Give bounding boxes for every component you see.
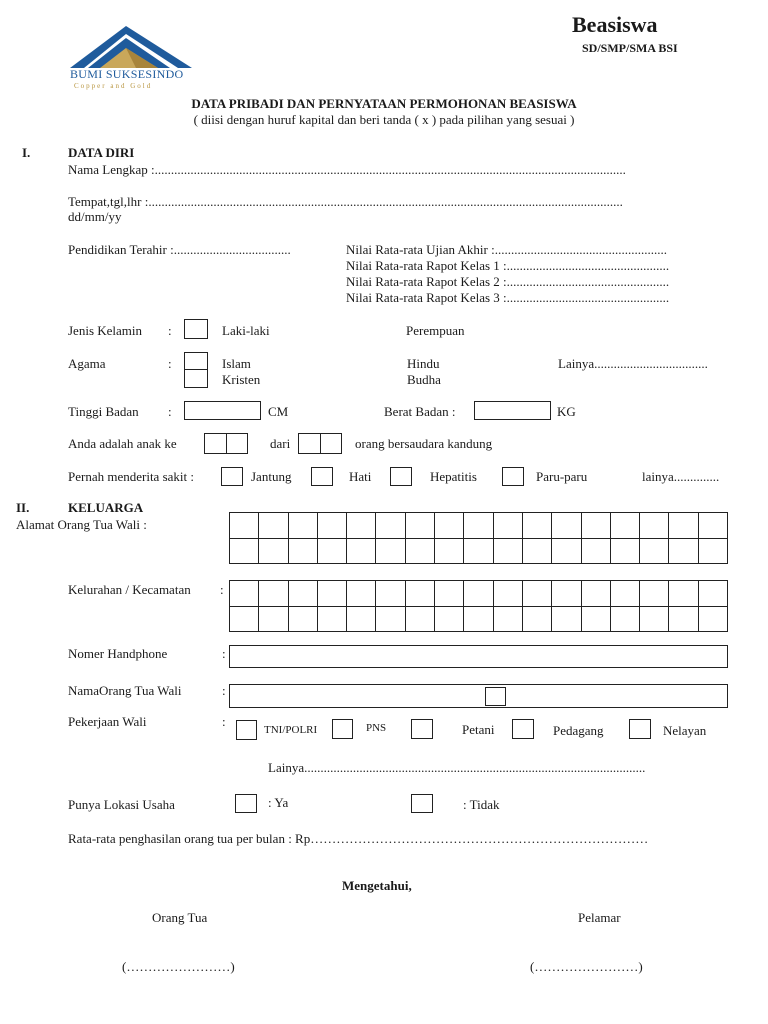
char-cell[interactable] <box>494 513 523 539</box>
nama-wali-input[interactable] <box>229 684 728 708</box>
kelurahan-colon: : <box>220 582 224 597</box>
char-cell[interactable] <box>318 513 347 539</box>
islam-label: Islam <box>222 356 251 371</box>
anak-ke-input[interactable] <box>204 433 248 454</box>
company-tagline: Copper and Gold <box>74 82 153 90</box>
nama-wali-label: NamaOrang Tua Wali <box>68 683 182 698</box>
char-cell[interactable] <box>347 513 376 539</box>
pedagang-label: Pedagang <box>553 723 604 738</box>
char-cell[interactable] <box>376 581 405 607</box>
char-cell[interactable] <box>611 581 640 607</box>
document-subtitle: SD/SMP/SMA BSI <box>582 41 678 55</box>
section1-number: I. <box>22 145 31 160</box>
digit-cell[interactable] <box>227 434 249 454</box>
nama-wali-colon: : <box>222 683 226 698</box>
laki-laki-label: Laki-laki <box>222 323 270 338</box>
tinggi-badan-input[interactable] <box>184 401 261 420</box>
char-cell[interactable] <box>611 539 640 565</box>
char-cell[interactable] <box>523 607 552 633</box>
section2-number: II. <box>16 500 30 515</box>
tempat-tgl-lhr-field[interactable]: Tempat,tgl,lhr :.................................................................................................................................................. <box>68 194 623 209</box>
kelurahan-grid[interactable] <box>229 580 728 632</box>
sakit-label: Pernah menderita sakit : <box>68 469 194 484</box>
char-cell[interactable] <box>347 539 376 565</box>
char-cell[interactable] <box>406 539 435 565</box>
pelamar-signature-line[interactable]: (……………………) <box>530 959 643 974</box>
char-cell[interactable] <box>259 513 288 539</box>
hepatitis-checkbox[interactable] <box>390 467 412 486</box>
laki-laki-checkbox[interactable] <box>184 319 208 339</box>
char-cell[interactable] <box>523 539 552 565</box>
char-cell[interactable] <box>406 513 435 539</box>
char-cell[interactable] <box>347 607 376 633</box>
section2-title: KELUARGA <box>68 500 144 515</box>
char-cell[interactable] <box>435 539 464 565</box>
char-cell[interactable] <box>669 513 698 539</box>
company-logo <box>66 24 196 94</box>
anak-ke-label: Anda adalah anak ke <box>68 436 177 451</box>
digit-cell[interactable] <box>321 434 343 454</box>
islam-checkbox[interactable] <box>184 352 208 370</box>
char-cell[interactable] <box>435 513 464 539</box>
jumlah-saudara-input[interactable] <box>298 433 342 454</box>
char-cell[interactable] <box>464 513 493 539</box>
nilai-rapot2-field[interactable]: Nilai Rata-rata Rapot Kelas 2 :.................................................. <box>346 274 670 289</box>
char-cell[interactable] <box>552 539 581 565</box>
char-cell[interactable] <box>669 607 698 633</box>
orang-tua-label: Orang Tua <box>152 910 208 925</box>
nama-lengkap-field[interactable]: Nama Lengkap :................................................................................................................................................. <box>68 162 626 177</box>
char-cell[interactable] <box>640 513 669 539</box>
char-cell[interactable] <box>699 607 728 633</box>
nelayan-checkbox[interactable] <box>629 719 651 739</box>
char-cell[interactable] <box>494 581 523 607</box>
char-cell[interactable] <box>435 581 464 607</box>
agama-colon: : <box>168 356 172 371</box>
hati-checkbox[interactable] <box>311 467 333 486</box>
tni-polri-label: TNI/POLRI <box>264 724 318 736</box>
char-cell[interactable] <box>494 607 523 633</box>
mengetahui-label: Mengetahui, <box>342 878 412 893</box>
budha-label: Budha <box>407 372 441 387</box>
penghasilan-field[interactable]: Rata-rata penghasilan orang tua per bulan : Rp…………………………………………………………………… <box>68 831 649 846</box>
berat-badan-input[interactable] <box>474 401 551 420</box>
char-cell[interactable] <box>611 513 640 539</box>
char-cell[interactable] <box>289 607 318 633</box>
nelayan-label: Nelayan <box>663 723 707 738</box>
char-cell[interactable] <box>640 539 669 565</box>
char-cell[interactable] <box>582 607 611 633</box>
char-cell[interactable] <box>582 581 611 607</box>
char-cell[interactable] <box>376 513 405 539</box>
lainya-pekerjaan-field[interactable]: Lainya......................................................................................................... <box>268 760 646 775</box>
form-heading: DATA PRIBADI DAN PERNYATAAN PERMOHONAN BEASISWA <box>191 96 577 111</box>
char-cell[interactable] <box>699 581 728 607</box>
char-cell[interactable] <box>289 513 318 539</box>
char-cell[interactable] <box>406 607 435 633</box>
char-cell[interactable] <box>435 607 464 633</box>
char-cell[interactable] <box>464 607 493 633</box>
char-cell[interactable] <box>582 513 611 539</box>
hepatitis-label: Hepatitis <box>430 469 477 484</box>
form-instruction: ( diisi dengan huruf kapital dan beri tanda ( x ) pada pilihan yang sesuai ) <box>193 112 575 127</box>
lokasi-usaha-label: Punya Lokasi Usaha <box>68 797 175 812</box>
char-cell[interactable] <box>259 539 288 565</box>
pns-checkbox[interactable] <box>332 719 353 739</box>
handphone-label: Nomer Handphone <box>68 646 168 661</box>
char-cell[interactable] <box>552 513 581 539</box>
kg-unit: KG <box>557 404 576 419</box>
char-cell[interactable] <box>464 581 493 607</box>
petani-label: Petani <box>462 722 495 737</box>
char-cell[interactable] <box>669 539 698 565</box>
char-cell[interactable] <box>552 581 581 607</box>
char-cell[interactable] <box>230 607 259 633</box>
tidak-checkbox[interactable] <box>411 794 433 813</box>
tinggi-badan-label: Tinggi Badan <box>68 404 139 419</box>
nama-wali-checkbox[interactable] <box>485 687 506 706</box>
char-cell[interactable] <box>699 539 728 565</box>
char-cell[interactable] <box>640 581 669 607</box>
hati-label: Hati <box>349 469 372 484</box>
pelamar-label: Pelamar <box>578 910 621 925</box>
orang-tua-signature-line[interactable]: (……………………) <box>122 959 235 974</box>
char-cell[interactable] <box>699 513 728 539</box>
jantung-checkbox[interactable] <box>221 467 243 486</box>
handphone-colon: : <box>222 646 226 661</box>
nilai-ujian-field[interactable]: Nilai Rata-rata Ujian Akhir :..................................................... <box>346 242 667 257</box>
char-cell[interactable] <box>523 513 552 539</box>
handphone-input[interactable] <box>229 645 728 668</box>
berat-badan-label: Berat Badan : <box>384 404 456 419</box>
hindu-label: Hindu <box>407 356 440 371</box>
petani-checkbox[interactable] <box>411 719 433 739</box>
char-cell[interactable] <box>289 539 318 565</box>
digit-cell[interactable] <box>205 434 227 454</box>
kristen-label: Kristen <box>222 372 261 387</box>
char-cell[interactable] <box>640 607 669 633</box>
jenis-kelamin-colon: : <box>168 323 172 338</box>
char-cell[interactable] <box>582 539 611 565</box>
ya-checkbox[interactable] <box>235 794 257 813</box>
char-cell[interactable] <box>523 581 552 607</box>
char-cell[interactable] <box>494 539 523 565</box>
kelurahan-label: Kelurahan / Kecamatan <box>68 582 191 597</box>
char-cell[interactable] <box>347 581 376 607</box>
tinggi-badan-colon: : <box>168 404 172 419</box>
ya-label: : Ya <box>268 795 289 810</box>
char-cell[interactable] <box>376 607 405 633</box>
char-cell[interactable] <box>230 539 259 565</box>
cm-unit: CM <box>268 404 289 419</box>
pns-label: PNS <box>366 722 387 734</box>
jenis-kelamin-label: Jenis Kelamin <box>68 323 143 338</box>
lainya-sakit-field[interactable]: lainya.............. <box>642 469 720 484</box>
char-cell[interactable] <box>464 539 493 565</box>
char-cell[interactable] <box>230 581 259 607</box>
char-cell[interactable] <box>406 581 435 607</box>
digit-cell[interactable] <box>299 434 321 454</box>
tni-polri-checkbox[interactable] <box>236 720 257 740</box>
char-cell[interactable] <box>376 539 405 565</box>
char-cell[interactable] <box>289 581 318 607</box>
agama-label: Agama <box>68 356 106 371</box>
char-cell[interactable] <box>318 581 347 607</box>
pekerjaan-label: Pekerjaan Wali <box>68 714 147 729</box>
alamat-label: Alamat Orang Tua Wali : <box>16 517 147 532</box>
paru-paru-checkbox[interactable] <box>502 467 524 486</box>
alamat-grid[interactable] <box>229 512 728 564</box>
pedagang-checkbox[interactable] <box>512 719 534 739</box>
perempuan-label: Perempuan <box>406 323 465 338</box>
char-cell[interactable] <box>318 607 347 633</box>
char-cell[interactable] <box>259 607 288 633</box>
saudara-label: orang bersaudara kandung <box>355 436 493 451</box>
paru-paru-label: Paru-paru <box>536 469 588 484</box>
char-cell[interactable] <box>669 581 698 607</box>
char-cell[interactable] <box>230 513 259 539</box>
company-name: BUMI SUKSESINDO <box>70 67 184 81</box>
pendidikan-field[interactable]: Pendidikan Terahir :.................................... <box>68 242 291 257</box>
kristen-checkbox[interactable] <box>184 369 208 388</box>
nilai-rapot3-field[interactable]: Nilai Rata-rata Rapot Kelas 3 :.................................................. <box>346 290 670 305</box>
tidak-label: : Tidak <box>463 797 500 812</box>
pekerjaan-colon: : <box>222 714 226 729</box>
date-format-label: dd/mm/yy <box>68 209 122 224</box>
char-cell[interactable] <box>611 607 640 633</box>
dari-label: dari <box>270 436 291 451</box>
char-cell[interactable] <box>552 607 581 633</box>
lainya-agama-field[interactable]: Lainya................................... <box>558 356 708 371</box>
char-cell[interactable] <box>259 581 288 607</box>
char-cell[interactable] <box>318 539 347 565</box>
nilai-rapot1-field[interactable]: Nilai Rata-rata Rapot Kelas 1 :.................................................. <box>346 258 670 273</box>
jantung-label: Jantung <box>251 469 292 484</box>
section1-title: DATA DIRI <box>68 145 135 160</box>
document-title: Beasiswa <box>572 12 658 37</box>
